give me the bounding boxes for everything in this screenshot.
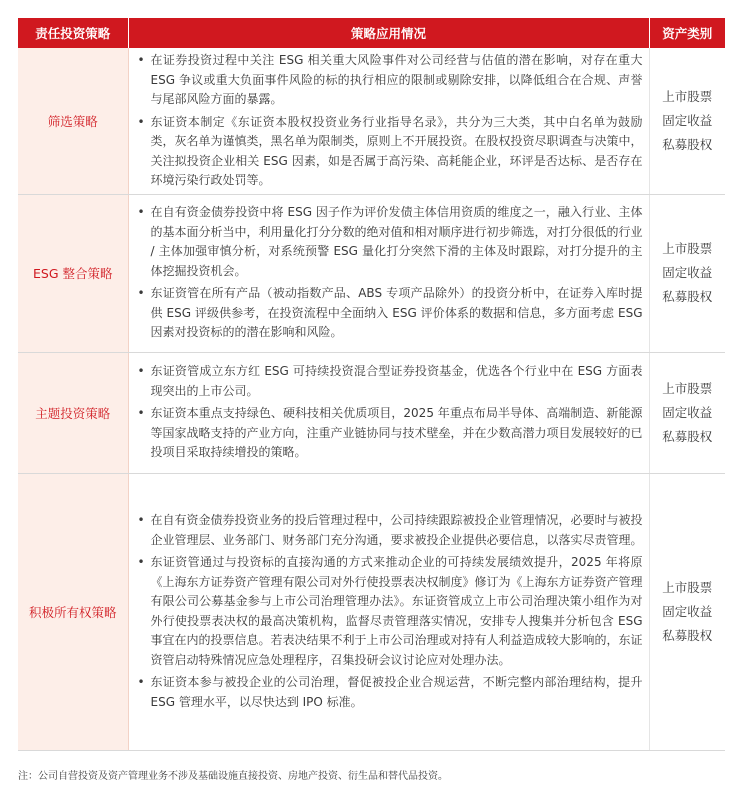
asset-classes	[649, 48, 725, 194]
strategy-detail	[128, 194, 649, 352]
asset-class-item: 上市股票	[662, 241, 713, 256]
table-row	[18, 194, 725, 352]
bullet-dot-icon: •	[137, 675, 145, 689]
responsible-investment-table	[18, 18, 725, 751]
footnote: 注：公司自营投资及资产管理业务不涉及基础设施直接投资、房地产投资、衍生品和替代品投资。	[18, 771, 448, 782]
bullet-item	[137, 673, 643, 712]
strategy-detail	[128, 352, 649, 473]
table-row	[18, 352, 725, 473]
bullet-text: 在自有资金债券投资中将 ESG 因子作为评价发债主体信用资质的维度之一，融入行业、主体的基本面分析当中，利用量化打分分数的绝对值和相对顺序进行初步筛选，对打分很低的行业 / 主体加强审慎分析，对系统预警 ESG 量化打分突然下滑的主体及时跟踪，对打分提升的主体挖掘投资机会。	[150, 205, 643, 278]
asset-class-item: 固定收益	[662, 112, 713, 128]
table-row	[18, 48, 725, 194]
asset-class-item: 私募股权	[662, 289, 713, 304]
header-asset-class: 资产类别	[649, 18, 725, 48]
bullet-item	[137, 284, 643, 343]
bullet-text: 东证资本重点支持绿色、硬科技相关优质项目，2025 年重点布局半导体、高端制造、新能源等国家战略支持的产业方向，注重产业链协同与技术壁垒，并在少数高潜力项目发展较好的已投项目采取持续增投的策略。	[150, 406, 643, 460]
strategy-name: 主题投资策略	[18, 352, 128, 473]
bullet-dot-icon: •	[137, 364, 145, 379]
asset-class-item: 上市股票	[662, 380, 713, 396]
bullet-item	[137, 404, 643, 463]
strategy-detail	[128, 473, 649, 750]
table-wrapper	[18, 18, 725, 751]
bullet-dot-icon: •	[137, 286, 145, 301]
bullet-dot-icon: •	[137, 205, 145, 220]
asset-class-item: 私募股权	[662, 136, 713, 152]
asset-class-item: 上市股票	[662, 579, 713, 595]
strategy-name: 积极所有权策略	[18, 473, 128, 750]
bullet-text: 东证资管通过与投资标的直接沟通的方式来推动企业的可持续发展绩效提升，2025 年将原《上海东方证券资产管理有限公司对外行使投票表决权制度》修订为《上海东方证券资产管理有限公司公募基金参与上市公司治理管理办法》。东证资管成立上市公司治理决策小组作为对外行使投票表决权的最高决策机构，监督尽责管理落实情况，安排专人搜集并分析包含 ESG 事宜在内的投票信息。若表决结果不利于上市公司治理或对持有人利益造成较大影响的，东证资管启动特殊情况应急处理程序，召集投研会议讨论应对处理办法。	[150, 555, 643, 667]
table-row	[18, 473, 725, 750]
header-application: 策略应用情况	[128, 18, 649, 48]
bullet-text: 东证资本制定《东证资本股权投资业务行业指导名录》，共分为三大类，其中白名单为鼓励类，灰名单为谨慎类，黑名单为限制类，原则上不开展投资。在股权投资尽职调查与决策中，关注拟投资企业相关 ESG 因素，如是否属于高污染、高耗能企业，环评是否达标、是否存在环境污染行政处罚等。	[150, 114, 643, 187]
bullet-dot-icon: •	[137, 53, 145, 67]
asset-classes	[649, 473, 725, 750]
bullet-text: 在证券投资过程中关注 ESG 相关重大风险事件对公司经营与估值的潜在影响，对存在重大 ESG 争议或重大负面事件风险的标的执行相应的限制或剔除安排，以降低组合在合规、声誉与尾部风险方面的暴露。	[150, 53, 643, 106]
bullet-item	[137, 113, 643, 191]
bullet-item	[137, 51, 643, 110]
asset-class-item: 固定收益	[662, 404, 713, 420]
strategy-detail	[128, 48, 649, 194]
asset-class-item: 固定收益	[662, 265, 713, 280]
asset-classes	[649, 194, 725, 352]
bullet-item	[137, 553, 643, 670]
bullet-dot-icon: •	[137, 555, 145, 569]
bullet-text: 东证资管成立东方红 ESG 可持续投资混合型证券投资基金，优选各个行业中在 ESG 方面表现突出的上市公司。	[150, 364, 643, 398]
asset-class-item: 私募股权	[662, 428, 713, 444]
asset-class-item: 上市股票	[662, 88, 713, 104]
asset-class-item: 私募股权	[662, 627, 713, 643]
header-strategy: 责任投资策略	[18, 18, 128, 48]
bullet-item	[137, 511, 643, 550]
bullet-text: 东证资本参与被投企业的公司治理，督促被投企业合规运营，不断完整内部治理结构，提升 ESG 管理水平，以尽快达到 IPO 标准。	[150, 675, 643, 709]
strategy-name: ESG 整合策略	[18, 194, 128, 352]
asset-class-item: 固定收益	[662, 603, 713, 619]
header-row	[18, 18, 725, 48]
bullet-text: 东证资管在所有产品（被动指数产品、ABS 专项产品除外）的投资分析中，在证券入库时提供 ESG 评级供参考，在投资流程中全面纳入 ESG 评价体系的数据和信息，多方面考虑 ESG 因素对投资标的的潜在影响和风险。	[150, 286, 643, 340]
bullet-dot-icon: •	[137, 114, 145, 129]
strategy-name: 筛选策略	[18, 48, 128, 194]
bullet-item	[137, 203, 643, 281]
bullet-dot-icon: •	[137, 406, 145, 421]
bullet-text: 在自有资金债券投资业务的投后管理过程中，公司持续跟踪被投企业管理情况，必要时与被投企业管理层、业务部门、财务部门充分沟通，要求被投企业提供必要信息，以落实尽责管理。	[150, 513, 643, 547]
bullet-dot-icon: •	[137, 513, 145, 527]
bullet-item	[137, 362, 643, 401]
asset-classes	[649, 352, 725, 473]
